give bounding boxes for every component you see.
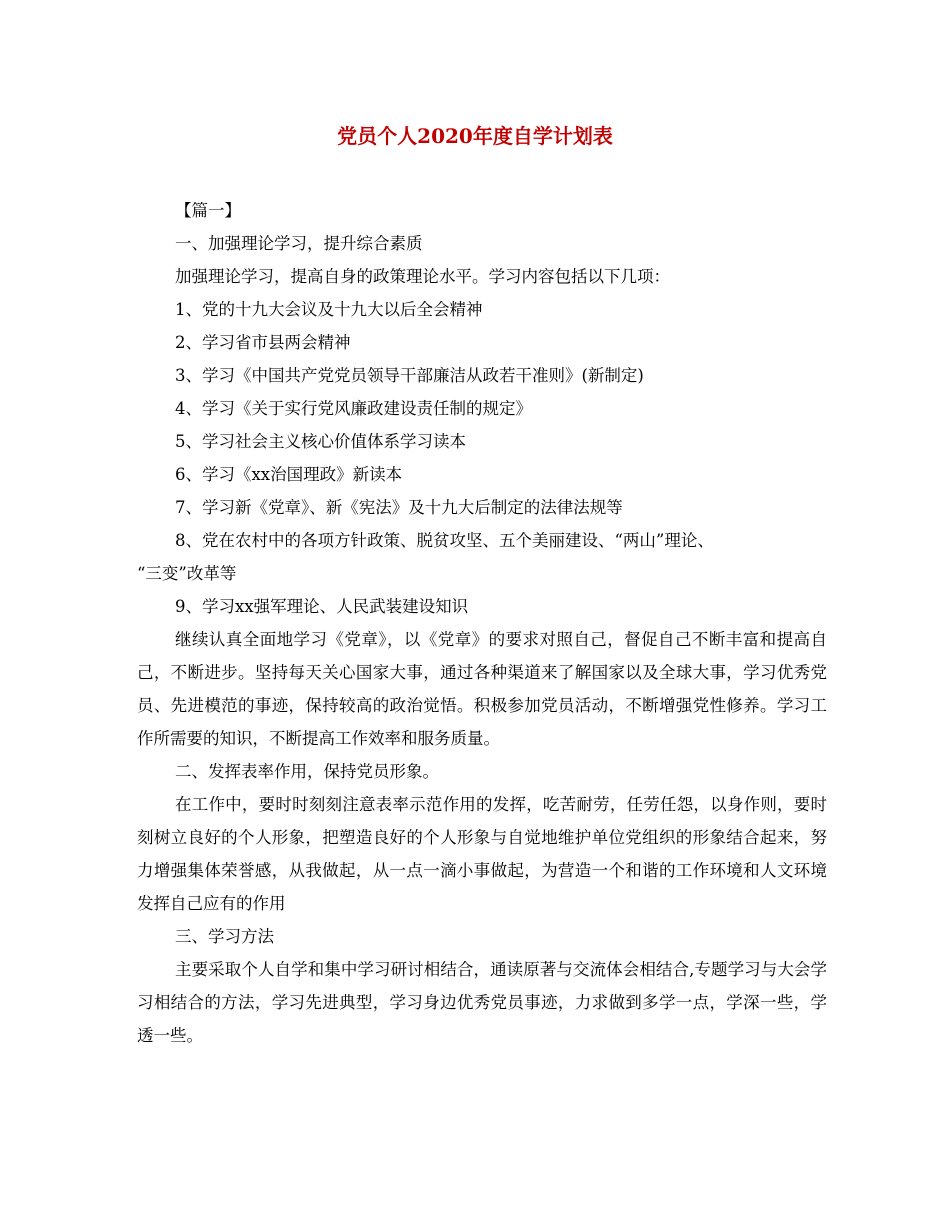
paragraph-method: 主要采取个人自学和集中学习研讨相结合，通读原著与交流体会相结合,专题学习与大会学习相结合的方法，学习先进典型，学习身边优秀党员事迹，力求做到多学一点，学深一些，学透一些。 <box>137 960 827 1045</box>
heading-3: 三、学习方法 <box>175 927 274 946</box>
paragraph-example: 在工作中，要时时刻刻注意表率示范作用的发挥，吃苦耐劳，任劳任怨，以身作则，要时刻树立良好的个人形象，把塑造良好的个人形象与自觉地维护单位党组织的形象结合起来，努力增强集体荣誉感，从我做起，从一点一滴小事做起，为营造一个和谐的工作环境和人文环境发挥自己应有的作用 <box>137 795 827 913</box>
document-title: 党员个人2020年度自学计划表 <box>337 124 613 148</box>
section-label: 【篇一】 <box>175 201 241 220</box>
list-item-2: 2、学习省市县两会精神 <box>175 333 351 352</box>
list-item-8-continued: “三变”改革等 <box>137 564 237 583</box>
list-item-9: 9、学习xx强军理论、人民武装建设知识 <box>175 597 469 616</box>
document-body <box>137 194 827 1052</box>
list-item-1: 1、党的十九大会议及十九大以后全会精神 <box>175 300 483 319</box>
heading-2: 二、发挥表率作用，保持党员形象。 <box>175 762 439 781</box>
list-item-8: 8、党在农村中的各项方针政策、脱贫攻坚、五个美丽建设、“两山”理论、 <box>175 531 714 550</box>
list-item-3: 3、学习《中国共产党党员领导干部廉洁从政若干准则》(新制定) <box>175 366 644 385</box>
list-item-6: 6、学习《xx治国理政》新读本 <box>175 465 403 484</box>
paragraph-intro: 加强理论学习，提高自身的政策理论水平。学习内容包括以下几项： <box>175 267 670 286</box>
list-item-4: 4、学习《关于实行党风廉政建设责任制的规定》 <box>175 399 532 418</box>
paragraph-study: 继续认真全面地学习《党章》，以《党章》的要求对照自己，督促自己不断丰富和提高自己，不断进步。坚持每天关心国家大事，通过各种渠道来了解国家以及全球大事，学习优秀党员、先进模范的事迹，保持较高的政治觉悟。积极参加党员活动，不断增强党性修养。学习工作所需要的知识，不断提高工作效率和服务质量。 <box>137 630 827 748</box>
list-item-5: 5、学习社会主义核心价值体系学习读本 <box>175 432 466 451</box>
list-item-7: 7、学习新《党章》、新《宪法》及十九大后制定的法律法规等 <box>175 498 623 517</box>
heading-1: 一、加强理论学习，提升综合素质 <box>175 234 423 253</box>
